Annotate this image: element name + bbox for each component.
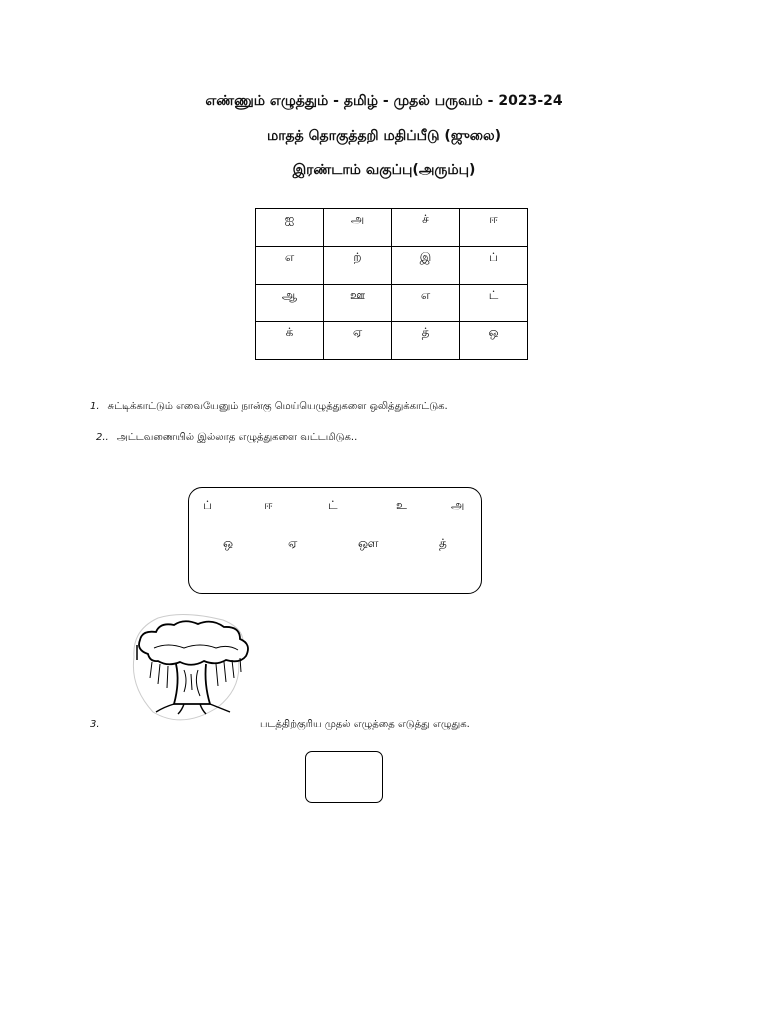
circle-letters-box — [188, 487, 482, 594]
table-row — [256, 322, 528, 360]
question-number: 3. — [90, 719, 100, 730]
table-row — [256, 246, 528, 284]
grid-cell: எ — [392, 284, 460, 322]
grid-cell: எ — [256, 246, 324, 284]
question-number: 1. — [90, 401, 100, 412]
table-row — [256, 209, 528, 247]
circle-letter[interactable]: த் — [439, 536, 447, 550]
circle-letter[interactable]: அ — [451, 498, 465, 512]
grid-cell: ட் — [460, 284, 528, 322]
grid-cell: ப் — [460, 246, 528, 284]
circle-letter[interactable]: ட் — [328, 498, 338, 512]
circle-letter[interactable]: ஈ — [264, 498, 273, 512]
grid-cell: த் — [392, 322, 460, 360]
question-2 — [96, 432, 357, 444]
circle-letter[interactable]: உ — [396, 498, 407, 512]
grid-cell: ற் — [324, 246, 392, 284]
answer-box[interactable] — [305, 751, 383, 803]
class-label: இரண்டாம் வகுப்பு(அரும்பு) — [292, 162, 476, 178]
grid-cell: ச் — [392, 209, 460, 247]
grid-cell: ஏ — [324, 322, 392, 360]
question-3 — [90, 719, 470, 731]
letter-grid — [255, 208, 528, 360]
circle-letter[interactable]: ஔ — [358, 536, 379, 550]
question-text: அட்டவணையில் இல்லாத எழுத்துகளை வட்டமிடுக.. — [116, 432, 358, 443]
worksheet-title: எண்ணும் எழுத்தும் - தமிழ் - முதல் பருவம் - 2023-24 — [205, 93, 563, 109]
grid-cell: ஊ — [324, 284, 392, 322]
circle-letter[interactable]: ஏ — [288, 536, 298, 550]
grid-cell: ஆ — [256, 284, 324, 322]
tree-image — [128, 612, 258, 730]
table-row — [256, 284, 528, 322]
question-text: படத்திற்குரிய முதல் எழுத்தை எடுத்து எழுதுக. — [260, 719, 470, 730]
question-number: 2.. — [96, 432, 109, 443]
question-text: சுட்டிக்காட்டும் எவையேனும் நான்கு மெய்யெழுத்துகளை ஒலித்துக்காட்டுக. — [107, 401, 448, 412]
grid-cell: க் — [256, 322, 324, 360]
circle-letter[interactable]: ஒ — [223, 536, 234, 550]
question-1 — [90, 401, 448, 413]
grid-cell: ஒ — [460, 322, 528, 360]
worksheet-subtitle: மாதத் தொகுத்தறி மதிப்பீடு (ஜுலை) — [266, 128, 502, 144]
circle-letter[interactable]: ப் — [203, 498, 212, 512]
grid-cell: ஈ — [460, 209, 528, 247]
grid-cell: ஐ — [256, 209, 324, 247]
grid-cell: இ — [392, 246, 460, 284]
grid-cell: அ — [324, 209, 392, 247]
